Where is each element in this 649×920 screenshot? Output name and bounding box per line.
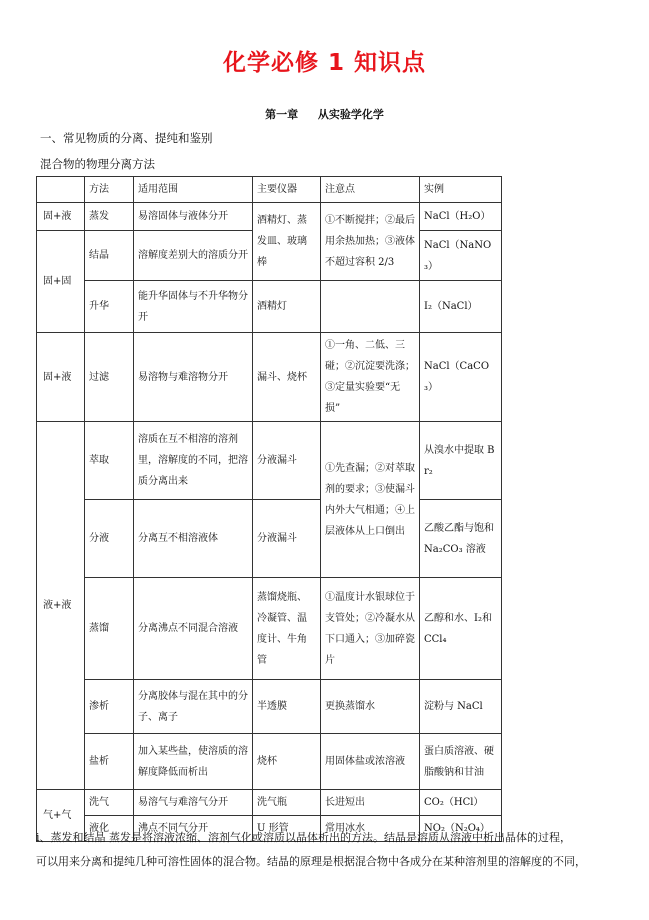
notes-cell: 更换蒸馏水 — [321, 680, 420, 734]
example-cell: NaCl（CaCO₃） — [420, 333, 502, 422]
header-cell: 主要仪器 — [253, 177, 321, 203]
instrument-cell: 漏斗、烧杯 — [253, 333, 321, 422]
scope-cell: 加入某些盐，使溶质的溶解度降低而析出 — [134, 734, 253, 790]
example-cell: 乙醇和水、I₂和 CCl₄ — [420, 578, 502, 680]
page-title: 化学必修 1 知识点 — [222, 50, 427, 76]
instrument-cell: 酒精灯 — [253, 281, 321, 333]
group-cell: 固+液 — [37, 333, 85, 422]
paragraph-line: i、蒸发和结晶 蒸发是将溶液浓缩、溶剂气化或溶质以晶体析出的方法。结晶是溶质从溶液中析出晶体的过程， — [36, 831, 572, 844]
method-cell: 过滤 — [85, 333, 134, 422]
method-cell: 洗气 — [85, 790, 134, 816]
table-header-row — [37, 177, 502, 203]
notes-cell-empty — [321, 281, 420, 333]
scope-cell: 分离沸点不同混合溶液 — [134, 578, 253, 680]
example-cell: CO₂（HCl） — [420, 790, 502, 816]
method-cell: 蒸馏 — [85, 578, 134, 680]
group-cell: 液+液 — [37, 422, 85, 790]
instrument-cell: 酒精灯、蒸发皿、玻璃棒 — [253, 203, 321, 281]
chapter-label: 第一章 — [265, 108, 299, 121]
notes-cell: 常用冰水 — [321, 816, 420, 842]
method-cell: 液化 — [85, 816, 134, 842]
scope-cell: 沸点不同气分开 — [134, 816, 253, 842]
scope-cell: 易溶物与难溶物分开 — [134, 333, 253, 422]
header-cell: 注意点 — [321, 177, 420, 203]
example-cell: NO₂（N₂O₄） — [420, 816, 502, 842]
instrument-cell: 蒸馏烧瓶、冷凝管、温度计、牛角管 — [253, 578, 321, 680]
instrument-cell: 半透膜 — [253, 680, 321, 734]
example-cell: NaCl（H₂O） — [420, 203, 502, 231]
table-row — [37, 680, 502, 734]
example-cell: I₂（NaCl） — [420, 281, 502, 333]
table-row — [37, 734, 502, 790]
instrument-cell: U 形管 — [253, 816, 321, 842]
header-cell: 实例 — [420, 177, 502, 203]
scope-cell: 分离胶体与混在其中的分子、离子 — [134, 680, 253, 734]
table-row — [37, 422, 502, 500]
table-row — [37, 203, 502, 231]
scope-cell: 易溶固体与液体分开 — [134, 203, 253, 231]
instrument-cell: 烧杯 — [253, 734, 321, 790]
notes-cell: ①温度计水银球位于支管处；②冷凝水从下口通入；③加碎瓷片 — [321, 578, 420, 680]
scope-cell: 溶质在互不相溶的溶剂里，溶解度的不同，把溶质分离出来 — [134, 422, 253, 500]
scope-cell: 分离互不相溶液体 — [134, 500, 253, 578]
header-cell: 适用范围 — [134, 177, 253, 203]
notes-cell: 长进短出 — [321, 790, 420, 816]
table-row — [37, 333, 502, 422]
method-cell: 盐析 — [85, 734, 134, 790]
method-cell: 蒸发 — [85, 203, 134, 231]
notes-cell: ①一角、二低、三碰；②沉淀要洗涤；③定量实验要“无损” — [321, 333, 420, 422]
group-cell: 固+液 — [37, 203, 85, 231]
table-row — [37, 281, 502, 333]
chapter-heading — [0, 106, 649, 122]
example-cell: NaCl（NaNO₃） — [420, 231, 502, 281]
method-cell: 分液 — [85, 500, 134, 578]
example-cell: 从溴水中提取 Br₂ — [420, 422, 502, 500]
section-heading: 一、常见物质的分离、提纯和鉴别 — [40, 131, 213, 145]
notes-cell: ①先查漏；②对萃取剂的要求；③使漏斗内外大气相通；④上层液体从上口倒出 — [321, 422, 420, 578]
example-cell: 蛋白质溶液、硬脂酸钠和甘油 — [420, 734, 502, 790]
header-cell: 方法 — [85, 177, 134, 203]
method-cell: 渗析 — [85, 680, 134, 734]
scope-cell: 溶解度差别大的溶质分开 — [134, 231, 253, 281]
example-cell: 乙酸乙酯与饱和 Na₂CO₃ 溶液 — [420, 500, 502, 578]
group-cell: 固+固 — [37, 231, 85, 333]
instrument-cell: 分液漏斗 — [253, 500, 321, 578]
method-cell: 萃取 — [85, 422, 134, 500]
table-row — [37, 790, 502, 816]
body-paragraph — [36, 826, 616, 874]
scope-cell: 易溶气与难溶气分开 — [134, 790, 253, 816]
instrument-cell: 分液漏斗 — [253, 422, 321, 500]
group-cell: 气+气 — [37, 790, 85, 842]
header-cell-empty — [37, 177, 85, 203]
method-cell: 结晶 — [85, 231, 134, 281]
notes-cell: 用固体盐或浓溶液 — [321, 734, 420, 790]
table-row — [37, 500, 502, 578]
example-cell: 淀粉与 NaCl — [420, 680, 502, 734]
paragraph-line: 可以用来分离和提纯几种可溶性固体的混合物。结晶的原理是根据混合物中各成分在某种溶剂里的溶解度的不同， — [36, 855, 586, 868]
notes-cell: ①不断搅拌；②最后用余热加热；③液体不超过容积 2/3 — [321, 203, 420, 281]
instrument-cell: 洗气瓶 — [253, 790, 321, 816]
chapter-name: 从实验学化学 — [317, 108, 384, 121]
scope-cell: 能升华固体与不升华物分开 — [134, 281, 253, 333]
subsection-heading: 混合物的物理分离方法 — [40, 157, 155, 171]
method-cell: 升华 — [85, 281, 134, 333]
separation-methods-table — [36, 176, 502, 842]
table-row — [37, 578, 502, 680]
